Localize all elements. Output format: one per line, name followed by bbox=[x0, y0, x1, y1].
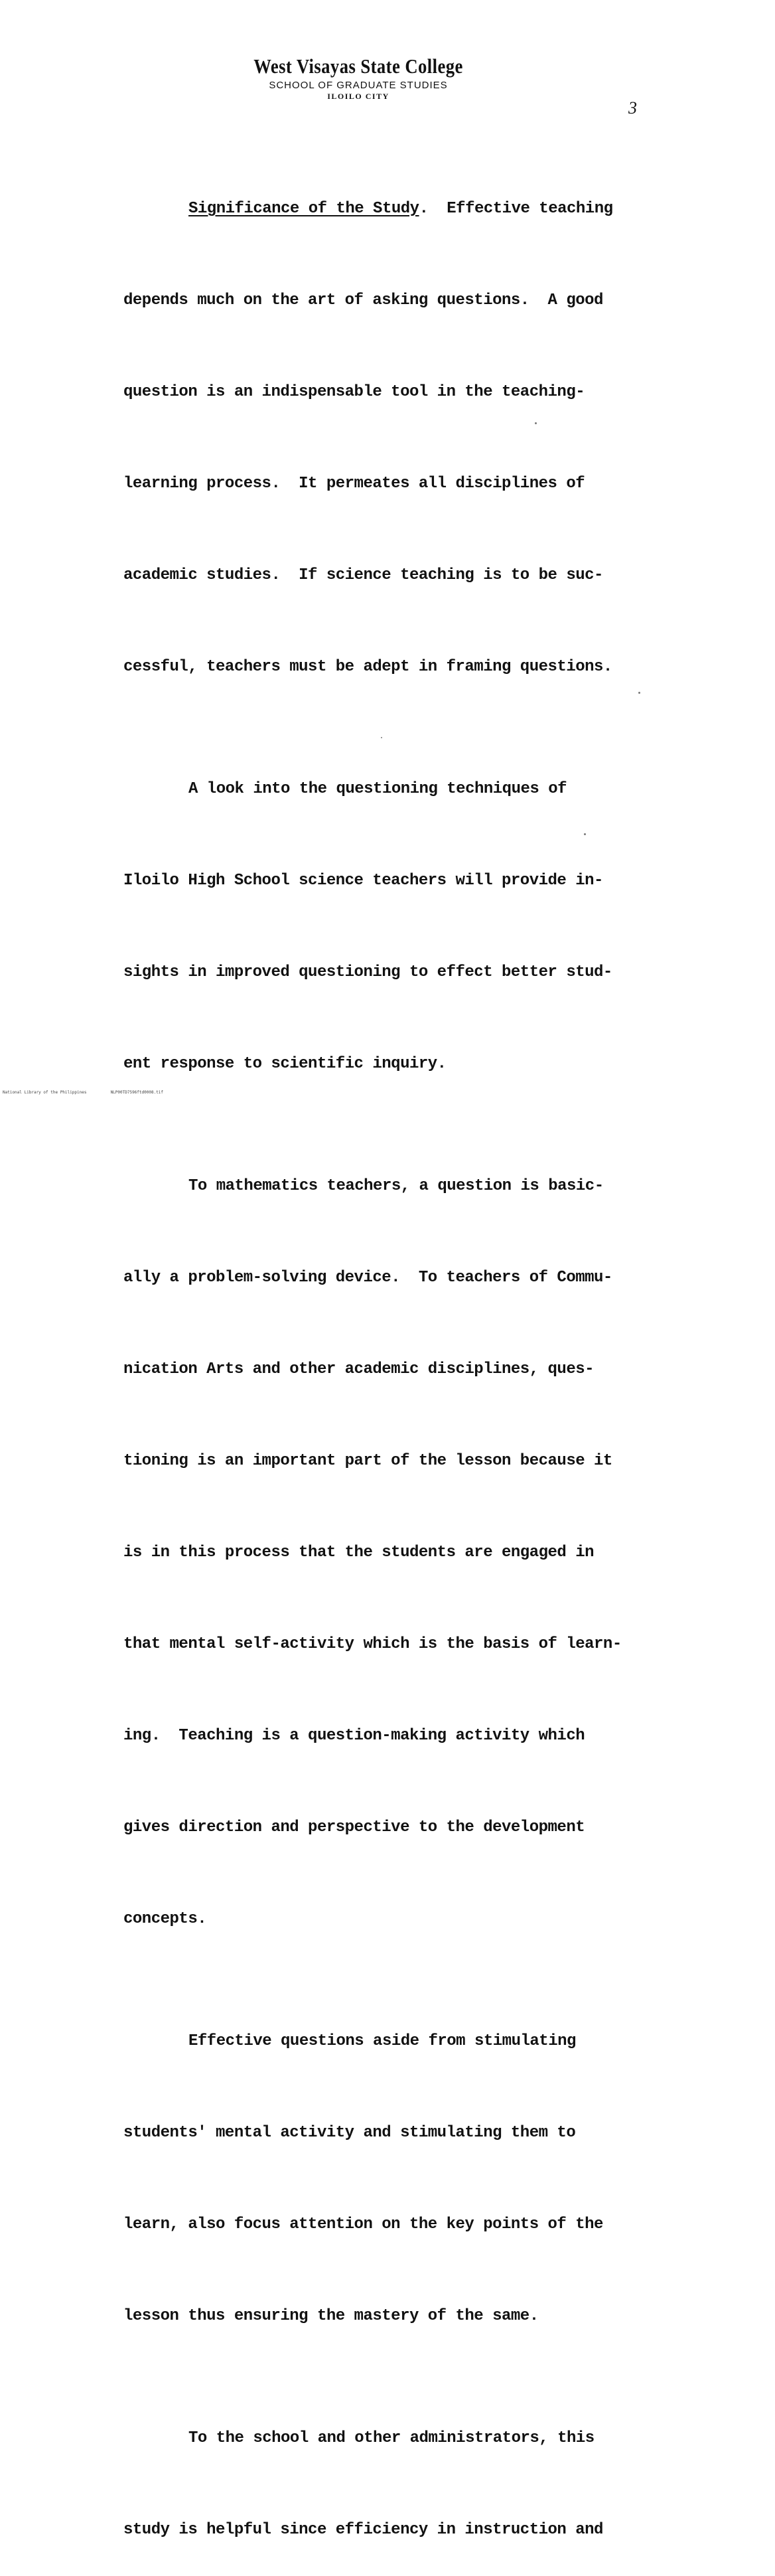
paragraph-3-line-7: ing. Teaching is a question-making activity which bbox=[123, 1727, 585, 1745]
paragraph-1-line-4: learning process. It permeates all disciplines of bbox=[123, 475, 585, 493]
paragraph-3-line-4: tioning is an important part of the lesson because it bbox=[123, 1452, 612, 1470]
paragraph-1-line-3: question is an indispensable tool in the teaching- bbox=[123, 383, 585, 401]
scan-speck bbox=[638, 692, 640, 694]
footer-file: NLP00TD7596ftd0008.tif bbox=[110, 1090, 164, 1095]
paragraph-3-line-9: concepts. bbox=[123, 1910, 207, 1928]
paragraph-4-line-3: learn, also focus attention on the key points of the bbox=[123, 2215, 603, 2233]
section-heading: Significance of the Study bbox=[188, 200, 419, 218]
footer-library: National Library of the Philippines bbox=[3, 1090, 87, 1095]
page-number: 3 bbox=[628, 98, 637, 118]
paragraph-3-line-8: gives direction and perspective to the development bbox=[123, 1818, 585, 1836]
paragraph-2-line-1: A look into the questioning techniques of bbox=[188, 780, 567, 798]
paragraph-1-line-1 bbox=[123, 194, 654, 224]
paragraph-1-line-5: academic studies. If science teaching is to be suc- bbox=[123, 566, 603, 584]
scan-footer bbox=[3, 1090, 163, 1095]
scan-speck bbox=[381, 737, 382, 738]
letterhead bbox=[199, 54, 518, 101]
college-name: West Visayas State College bbox=[253, 54, 463, 78]
paragraph-1-line-6: cessful, teachers must be adept in framing questions. bbox=[123, 658, 612, 676]
paragraph-5-line-1: To the school and other administrators, this bbox=[188, 2429, 595, 2447]
paragraph-3-line-6: that mental self-activity which is the basis of learn- bbox=[123, 1635, 622, 1653]
paragraph-2-line-2: Iloilo High School science teachers will provide in- bbox=[123, 872, 603, 890]
paragraph-2-line-4: ent response to scientific inquiry. bbox=[123, 1055, 447, 1073]
paragraph-3-line-5: is in this process that the students are engaged in bbox=[123, 1544, 595, 1562]
document-body bbox=[123, 133, 654, 2576]
paragraph-2-line-3: sights in improved questioning to effect better stud- bbox=[123, 963, 612, 981]
paragraph-1-line-2: depends much on the art of asking questions. A good bbox=[123, 291, 603, 309]
paragraph-4-line-1: Effective questions aside from stimulating bbox=[188, 2032, 576, 2050]
paragraph-4-line-2: students' mental activity and stimulating them to bbox=[123, 2124, 576, 2142]
paragraph-4-line-4: lesson thus ensuring the mastery of the same. bbox=[123, 2307, 539, 2325]
school-name: SCHOOL OF GRADUATE STUDIES bbox=[269, 80, 448, 91]
city-name: ILOILO CITY bbox=[327, 92, 389, 101]
paragraph-1-line-1-rest: . Effective teaching bbox=[419, 200, 613, 218]
scan-speck bbox=[535, 422, 537, 424]
paragraph-3-line-2: ally a problem-solving device. To teachers of Commu- bbox=[123, 1269, 612, 1287]
paragraph-3-line-3: nication Arts and other academic disciplines, ques- bbox=[123, 1360, 595, 1378]
paragraph-3-line-1: To mathematics teachers, a question is basic- bbox=[188, 1177, 604, 1195]
paragraph-5-line-2: study is helpful since efficiency in instruction and bbox=[123, 2521, 603, 2539]
scan-speck bbox=[584, 833, 586, 835]
